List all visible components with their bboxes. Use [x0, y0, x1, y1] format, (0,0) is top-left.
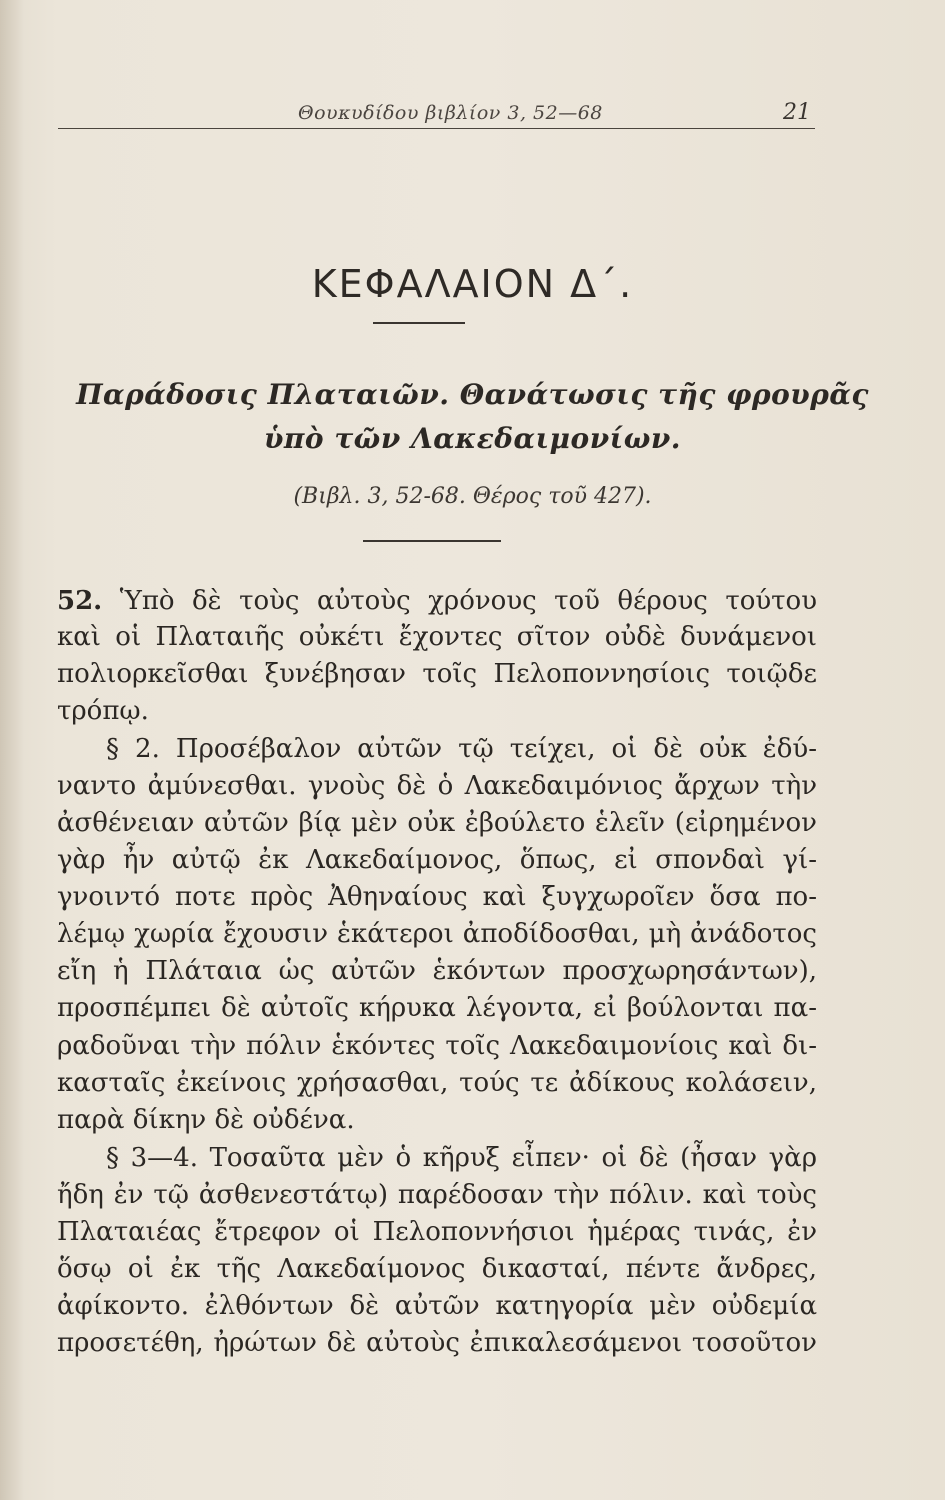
body-line-20: ἀφίκοντο. ἐλθόντων δὲ αὐτῶν κατηγορία μὲν οὐδεμία: [57, 1291, 817, 1321]
source-note: (Βιβλ. 3, 52-68. Θέρος τοῦ 427).: [293, 484, 652, 509]
body-line-10: λέμῳ χωρία ἔχουσιν ἑκάτεροι ἀποδίδοσθαι, μὴ ἀνάδοτος: [57, 919, 817, 949]
body-line-19: ὅσῳ οἱ ἐκ τῆς Λακεδαίμονος δικασταί, πέντε ἄνδρες,: [57, 1254, 817, 1284]
body-line-1: 52. Ὑπὸ δὲ τοὺς αὐτοὺς χρόνους τοῦ θέρους τούτου: [57, 586, 818, 616]
body-line-21: προσετέθη, ἠρώτων δὲ αὐτοὺς ἐπικαλεσάμενοι τοσοῦτον: [57, 1328, 817, 1358]
chapter-subtitle-line-1: Παράδοσις Πλαταιῶν. Θανάτωσις τῆς φρουρᾶς: [76, 378, 869, 411]
running-title: Θουκυδίδου βιβλίον 3, 52—68: [298, 102, 603, 124]
body-line-6: ναντο ἀμύνεσθαι. γνοὺς δὲ ὁ Λακεδαιμόνιος ἄρχων τὴν: [57, 771, 817, 801]
body-line-8: γὰρ ἦν αὐτῷ ἐκ Λακεδαίμονος, ὅπως, εἰ σπονδαὶ γί-: [57, 845, 817, 875]
section-number: 52.: [57, 586, 103, 616]
title-divider: [373, 322, 465, 324]
body-line-7: ἀσθένειαν αὐτῶν βίᾳ μὲν οὐκ ἐβούλετο ἑλεῖν (εἰρημένον: [57, 808, 817, 838]
body-line-5: § 2. Προσέβαλον αὐτῶν τῷ τείχει, οἱ δὲ οὐκ ἐδύ-: [106, 734, 817, 764]
body-line-3: πολιορκεῖσθαι ξυνέβησαν τοῖς Πελοποννησίοις τοιῷδε: [57, 659, 817, 689]
book-gutter: [0, 0, 24, 1500]
body-line-4: τρόπῳ.: [57, 696, 149, 726]
body-line-14: κασταῖς ἐκείνοις χρήσασθαι, τούς τε ἀδίκους κολάσειν,: [57, 1068, 817, 1098]
body-line-18: Πλαταιέας ἔτρεφον οἱ Πελοποννήσιοι ἡμέρας τινάς, ἐν: [57, 1217, 817, 1247]
body-line-9: γνοιντό ποτε πρὸς Ἀθηναίους καὶ ξυγχωροῖεν ὅσα πο-: [57, 882, 817, 912]
section-divider: [363, 540, 501, 542]
body-line-17: ἤδη ἐν τῷ ἀσθενεστάτῳ) παρέδοσαν τὴν πόλιν. καὶ τοὺς: [57, 1180, 817, 1210]
running-header: [58, 98, 815, 129]
chapter-subtitle-line-2: ὑπὸ τῶν Λακεδαιμονίων.: [263, 422, 682, 455]
body-line-2: καὶ οἱ Πλαταιῆς οὐκέτι ἔχοντες σῖτον οὐδὲ δυνάμενοι: [57, 622, 817, 652]
page-number: 21: [783, 100, 811, 125]
body-line-15: παρὰ δίκην δὲ οὐδένα.: [57, 1105, 355, 1135]
body-line-16: § 3—4. Τοσαῦτα μὲν ὁ κῆρυξ εἶπεν· οἱ δὲ (ἦσαν γὰρ: [106, 1143, 817, 1173]
body-line-13: ραδοῦναι τὴν πόλιν ἑκόντες τοῖς Λακεδαιμονίοις καὶ δι-: [57, 1031, 817, 1061]
body-line-12: προσπέμπει δὲ αὐτοῖς κήρυκα λέγοντα, εἰ βούλονται πα-: [57, 993, 817, 1023]
chapter-title: ΚΕΦΑΛΑΙΟΝ Δ΄.: [311, 262, 634, 306]
body-line-11: εἴη ἡ Πλάταια ὡς αὐτῶν ἑκόντων προσχωρησάντων),: [57, 956, 817, 986]
